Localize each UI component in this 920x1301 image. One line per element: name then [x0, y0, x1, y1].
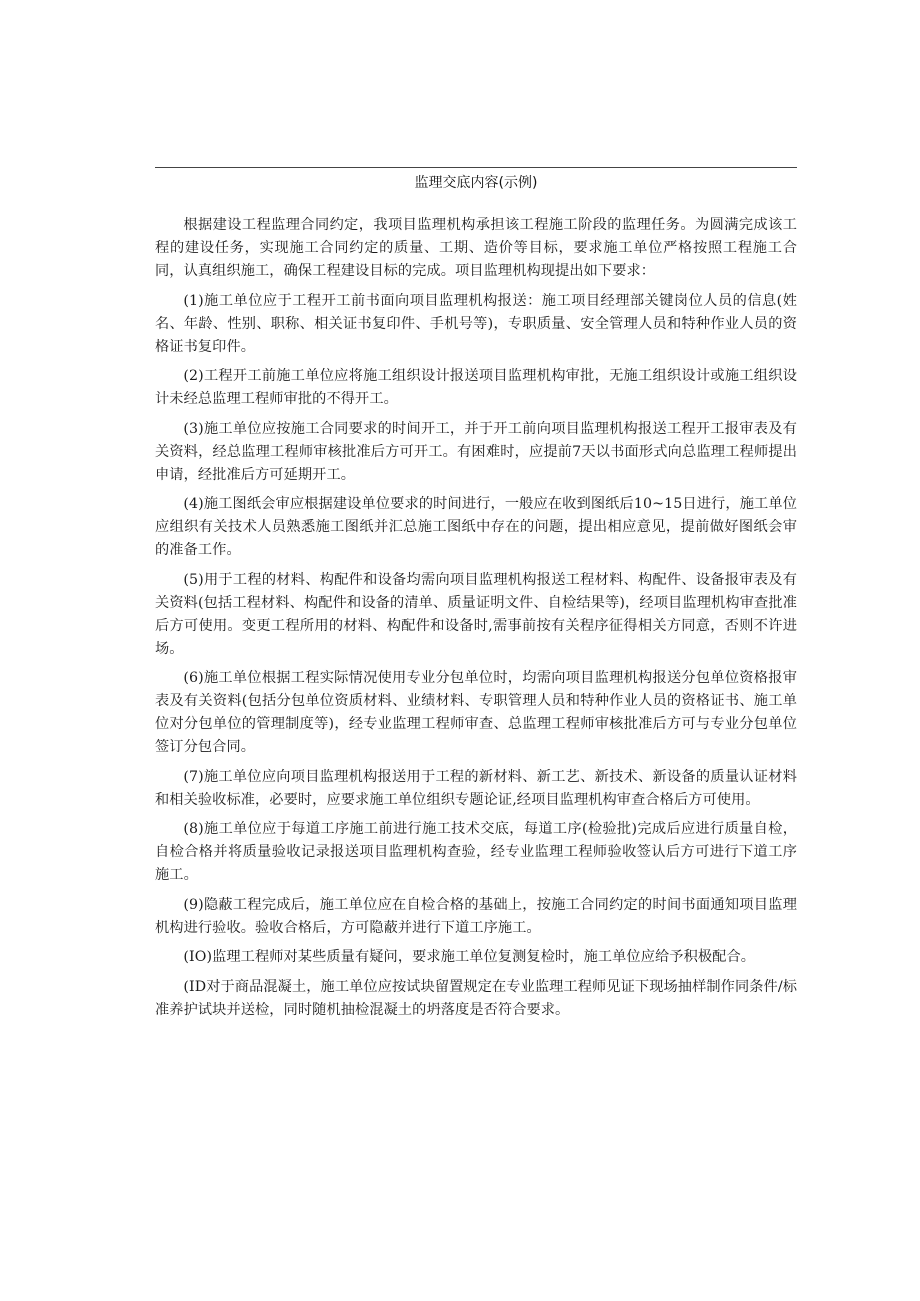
- requirement-paragraph-6: (6)施工单位根据工程实际情况使用专业分包单位时，均需向项目监理机构报送分包单位资格报审表及有关资料(包括分包单位资质材料、业绩材料、专职管理人员和特种作业人员的资格证书、施工单位对分包单位的管理制度等)，经专业监理工程师审查、总监理工程师审核批准后方可与专业分包单位签订分包合同。: [155, 670, 797, 755]
- header-rule: [155, 167, 797, 168]
- requirement-paragraph-8: (8)施工单位应于每道工序施工前进行施工技术交底，每道工序(检验批)完成后应进行质量自检，自检合格并将质量验收记录报送项目监理机构查验，经专业监理工程师验收签认后方可进行下道工序施工。: [155, 821, 797, 883]
- requirement-paragraph-9: (9)隐蔽工程完成后，施工单位应在自检合格的基础上，按施工合同约定的时间书面通知项目监理机构进行验收。验收合格后，方可隐蔽并进行下道工序施工。: [155, 896, 797, 936]
- requirement-paragraph-3: (3)施工单位应按施工合同要求的时间开工，并于开工前向项目监理机构报送工程开工报审表及有关资料，经总监理工程师审核批准后方可开工。有困难时，应提前7天以书面形式向总监理工程师提出申请，经批准后方可延期开工。: [155, 420, 797, 483]
- requirement-paragraph-11: (ID对于商品混凝土，施工单位应按试块留置规定在专业监理工程师见证下现场抽样制作同条件/标准养护试块并送检，同时随机抽检混凝土的坍落度是否符合要求。: [155, 978, 797, 1018]
- intro-paragraph: 根据建设工程监理合同约定，我项目监理机构承担该工程施工阶段的监理任务。为圆满完成该工程的建设任务，实现施工合同约定的质量、工期、造价等目标，要求施工单位严格按照工程施工合同，认真组织施工，确保工程建设目标的完成。项目监理机构现提出如下要求：: [155, 217, 797, 279]
- document-title: 监理交底内容(示例): [414, 175, 538, 191]
- requirement-paragraph-7: (7)施工单位应向项目监理机构报送用于工程的新材料、新工艺、新技术、新设备的质量认证材料和相关验收标准，必要时，应要求施工单位组织专题论证,经项目监理机构审查合格后方可使用。: [155, 768, 797, 808]
- requirement-paragraph-10: (IO)监理工程师对某些质量有疑问，要求施工单位复测复检时，施工单位应给予积极配合。: [183, 949, 756, 965]
- requirement-paragraph-1: (1)施工单位应于工程开工前书面向项目监理机构报送：施工项目经理部关键岗位人员的信息(姓名、年龄、性别、职称、相关证书复印件、手机号等)，专职质量、安全管理人员和特种作业人员的资格证书复印件。: [155, 292, 797, 355]
- requirement-paragraph-5: (5)用于工程的材料、构配件和设备均需向项目监理机构报送工程材料、构配件、设备报审表及有关资料(包括工程材料、构配件和设备的清单、质量证明文件、自检结果等)，经项目监理机构审查批准后方可使用。变更工程所用的材料、构配件和设备时,需事前按有关程序征得相关方同意，否则不许进场。: [155, 571, 797, 657]
- requirement-paragraph-4: (4)施工图纸会审应根据建设单位要求的时间进行，一般应在收到图纸后10~15日进行，施工单位应组织有关技术人员熟悉施工图纸并汇总施工图纸中存在的问题，提出相应意见，提前做好图纸会审的准备工作。: [155, 496, 797, 558]
- document-body: [155, 214, 797, 1028]
- requirement-paragraph-2: (2)工程开工前施工单位应将施工组织设计报送项目监理机构审批，无施工组织设计或施工组织设计未经总监理工程师审批的不得开工。: [155, 368, 797, 407]
